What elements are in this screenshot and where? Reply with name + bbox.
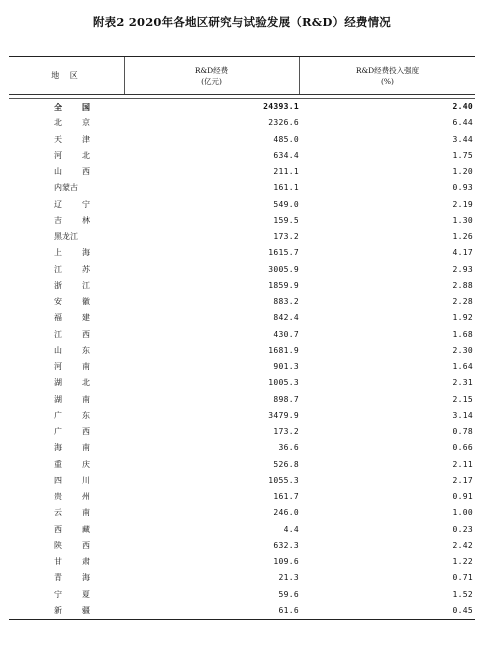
region-name-text: 山 东 bbox=[54, 345, 90, 355]
region-name-text: 云 南 bbox=[54, 508, 90, 518]
rd-intensity-value: 1.68 bbox=[452, 329, 473, 339]
region-name-text: 广 东 bbox=[54, 410, 90, 420]
rd-intensity-value: 1.30 bbox=[452, 215, 473, 225]
region-name bbox=[54, 327, 94, 343]
rd-intensity-value: 3.14 bbox=[452, 410, 473, 420]
rd-spending-value: 632.3 bbox=[273, 540, 299, 550]
table-row bbox=[9, 132, 475, 148]
rd-intensity-value: 2.11 bbox=[452, 459, 473, 469]
region-name bbox=[54, 538, 94, 554]
rd-intensity-value: 0.23 bbox=[452, 524, 473, 534]
rd-spending-value: 159.5 bbox=[273, 215, 299, 225]
rd-spending-value: 4.4 bbox=[283, 524, 299, 534]
table-row bbox=[9, 375, 475, 391]
region-name bbox=[54, 505, 94, 521]
table-row bbox=[9, 229, 475, 245]
region-name bbox=[54, 359, 94, 375]
region-column-header: 地 区 bbox=[9, 57, 125, 94]
rd-intensity-value: 2.40 bbox=[452, 102, 473, 111]
region-name-text: 黑龙江 bbox=[54, 232, 78, 241]
rd-spending-value: 2326.6 bbox=[268, 118, 299, 128]
region-name-text: 新 疆 bbox=[54, 605, 90, 615]
region-name-text: 江 西 bbox=[54, 329, 90, 339]
rd-spending-value: 3479.9 bbox=[268, 410, 299, 420]
rd-intensity-header-unit: (%) bbox=[381, 76, 394, 86]
table-row bbox=[9, 489, 475, 505]
region-name bbox=[54, 587, 94, 603]
region-name bbox=[54, 245, 94, 261]
rd-intensity-header-label: R&D经费投入强度 bbox=[355, 65, 420, 75]
rd-intensity-value: 2.28 bbox=[452, 297, 473, 306]
rd-spending-table bbox=[9, 56, 475, 620]
rd-intensity-value: 2.17 bbox=[452, 475, 473, 485]
region-name-text: 广 西 bbox=[54, 427, 90, 436]
region-name-text: 宁 夏 bbox=[54, 589, 90, 599]
rd-intensity-value: 1.92 bbox=[452, 313, 473, 323]
region-name-text: 四 川 bbox=[54, 475, 90, 485]
rd-intensity-value: 1.75 bbox=[452, 150, 473, 160]
table-row bbox=[9, 408, 475, 424]
rd-spending-value: 211.1 bbox=[273, 167, 299, 176]
region-name-text: 青 海 bbox=[54, 573, 90, 583]
rd-intensity-value: 2.88 bbox=[452, 280, 473, 290]
rd-spending-value: 59.6 bbox=[278, 589, 299, 599]
region-name bbox=[54, 570, 94, 586]
region-name bbox=[54, 278, 94, 294]
table-row bbox=[9, 473, 475, 489]
region-name bbox=[54, 99, 94, 115]
region-name-text: 福 建 bbox=[54, 313, 90, 323]
region-name-text: 湖 北 bbox=[54, 378, 90, 388]
table-row bbox=[9, 522, 475, 538]
rd-intensity-value: 1.22 bbox=[452, 557, 473, 566]
table-row bbox=[9, 587, 475, 603]
rd-intensity-value: 0.71 bbox=[452, 573, 473, 583]
table-row bbox=[9, 554, 475, 570]
table-row bbox=[9, 359, 475, 375]
region-name-text: 江 苏 bbox=[54, 264, 90, 274]
rd-intensity-value: 0.45 bbox=[452, 605, 473, 615]
region-name-text: 河 北 bbox=[54, 150, 90, 160]
table-row bbox=[9, 213, 475, 229]
table-row bbox=[9, 538, 475, 554]
region-name bbox=[54, 440, 94, 456]
rd-spending-value: 3005.9 bbox=[268, 264, 299, 274]
region-name-text: 内蒙古 bbox=[54, 183, 78, 193]
rd-spending-value: 36.6 bbox=[278, 443, 299, 453]
region-name bbox=[54, 408, 94, 424]
region-name-text: 甘 肃 bbox=[54, 557, 90, 566]
region-name bbox=[54, 148, 94, 164]
region-name-text: 重 庆 bbox=[54, 459, 90, 469]
region-name bbox=[54, 489, 94, 505]
rd-spending-value: 526.8 bbox=[273, 459, 299, 469]
table-row bbox=[9, 457, 475, 473]
region-name bbox=[54, 424, 94, 440]
region-name-text: 湖 南 bbox=[54, 394, 90, 404]
table-row bbox=[9, 505, 475, 521]
rd-intensity-value: 4.17 bbox=[452, 248, 473, 258]
rd-spending-column-header bbox=[124, 57, 300, 94]
rd-spending-value: 549.0 bbox=[273, 199, 299, 209]
table-row bbox=[9, 570, 475, 586]
region-name bbox=[54, 197, 94, 213]
rd-intensity-value: 0.66 bbox=[452, 443, 473, 453]
region-name-text: 西 藏 bbox=[54, 524, 90, 534]
rd-spending-value: 634.4 bbox=[273, 150, 299, 160]
region-name-text: 上 海 bbox=[54, 248, 90, 258]
rd-spending-value: 1859.9 bbox=[268, 280, 299, 290]
rd-spending-value: 109.6 bbox=[273, 557, 299, 566]
rd-spending-value: 24393.1 bbox=[263, 102, 299, 111]
page-title: 附表2 2020年各地区研究与试验发展（R&D）经费情况 bbox=[92, 15, 392, 29]
table-row-total bbox=[9, 99, 475, 115]
rd-spending-value: 842.4 bbox=[273, 313, 299, 323]
region-name-text: 海 南 bbox=[54, 443, 90, 453]
region-name-text: 天 津 bbox=[54, 134, 90, 144]
rd-intensity-value: 1.64 bbox=[452, 362, 473, 371]
rd-spending-value: 883.2 bbox=[273, 297, 299, 306]
table-row bbox=[9, 603, 475, 619]
rd-intensity-value: 0.93 bbox=[452, 183, 473, 193]
rd-intensity-value: 1.20 bbox=[452, 167, 473, 176]
rd-spending-value: 898.7 bbox=[273, 394, 299, 404]
region-name bbox=[54, 115, 94, 131]
rd-spending-value: 21.3 bbox=[278, 573, 299, 583]
rd-intensity-value: 1.52 bbox=[452, 589, 473, 599]
rd-spending-value: 161.7 bbox=[273, 492, 299, 501]
table-row bbox=[9, 278, 475, 294]
rd-spending-value: 246.0 bbox=[273, 508, 299, 518]
region-name bbox=[54, 554, 94, 570]
region-name bbox=[54, 262, 94, 278]
table-row bbox=[9, 424, 475, 440]
rd-intensity-value: 2.31 bbox=[452, 378, 473, 388]
region-name bbox=[54, 229, 94, 245]
table-row bbox=[9, 115, 475, 131]
rd-intensity-value: 1.26 bbox=[452, 232, 473, 241]
region-name bbox=[54, 213, 94, 229]
table-row bbox=[9, 148, 475, 164]
rd-spending-value: 61.6 bbox=[278, 605, 299, 615]
region-name bbox=[54, 343, 94, 359]
table-header bbox=[9, 57, 475, 95]
region-name bbox=[54, 522, 94, 538]
table-row bbox=[9, 294, 475, 310]
table-row bbox=[9, 262, 475, 278]
rd-spending-header-label: R&D经费 bbox=[194, 65, 229, 75]
region-name bbox=[54, 457, 94, 473]
rd-intensity-value: 0.91 bbox=[452, 492, 473, 501]
rd-intensity-value: 2.15 bbox=[452, 394, 473, 404]
region-name bbox=[54, 310, 94, 326]
rd-spending-value: 1055.3 bbox=[268, 475, 299, 485]
region-name-text: 贵 州 bbox=[54, 492, 90, 501]
region-name bbox=[54, 473, 94, 489]
region-name-text: 浙 江 bbox=[54, 280, 90, 290]
table-row bbox=[9, 392, 475, 408]
rd-spending-value: 161.1 bbox=[273, 183, 299, 193]
table-row bbox=[9, 180, 475, 196]
table-row bbox=[9, 197, 475, 213]
region-name bbox=[54, 180, 94, 196]
rd-spending-value: 1615.7 bbox=[268, 248, 299, 258]
rd-spending-value: 901.3 bbox=[273, 362, 299, 371]
region-name-text: 吉 林 bbox=[54, 215, 90, 225]
region-name-text: 河 南 bbox=[54, 362, 90, 371]
region-name-text: 安 徽 bbox=[54, 297, 90, 306]
rd-intensity-value: 0.78 bbox=[452, 427, 473, 436]
rd-intensity-value: 3.44 bbox=[452, 134, 473, 144]
rd-spending-value: 430.7 bbox=[273, 329, 299, 339]
table-row bbox=[9, 327, 475, 343]
region-name bbox=[54, 294, 94, 310]
rd-intensity-value: 2.19 bbox=[452, 199, 473, 209]
rd-intensity-column-header bbox=[300, 57, 475, 94]
table-row bbox=[9, 245, 475, 261]
region-name bbox=[54, 132, 94, 148]
region-name-text: 山 西 bbox=[54, 167, 90, 176]
rd-spending-value: 1681.9 bbox=[268, 345, 299, 355]
region-name bbox=[54, 375, 94, 391]
region-name bbox=[54, 392, 94, 408]
region-name bbox=[54, 164, 94, 180]
region-name-text: 全 国 bbox=[54, 102, 90, 112]
table-row bbox=[9, 164, 475, 180]
rd-intensity-value: 6.44 bbox=[452, 118, 473, 128]
table-row bbox=[9, 343, 475, 359]
rd-spending-value: 173.2 bbox=[273, 232, 299, 241]
rd-intensity-value: 2.42 bbox=[452, 540, 473, 550]
region-name-text: 辽 宁 bbox=[54, 199, 90, 209]
rd-spending-value: 1005.3 bbox=[268, 378, 299, 388]
table-row bbox=[9, 440, 475, 456]
rd-intensity-value: 2.30 bbox=[452, 345, 473, 355]
region-name-text: 陕 西 bbox=[54, 540, 90, 550]
region-name bbox=[54, 603, 94, 619]
table-body bbox=[9, 99, 475, 619]
rd-spending-header-unit: (亿元) bbox=[201, 76, 222, 86]
region-name-text: 北 京 bbox=[54, 118, 90, 128]
rd-intensity-value: 1.00 bbox=[452, 508, 473, 518]
table-row bbox=[9, 310, 475, 326]
rd-spending-value: 485.0 bbox=[273, 134, 299, 144]
rd-intensity-value: 2.93 bbox=[452, 264, 473, 274]
rd-spending-value: 173.2 bbox=[273, 427, 299, 436]
